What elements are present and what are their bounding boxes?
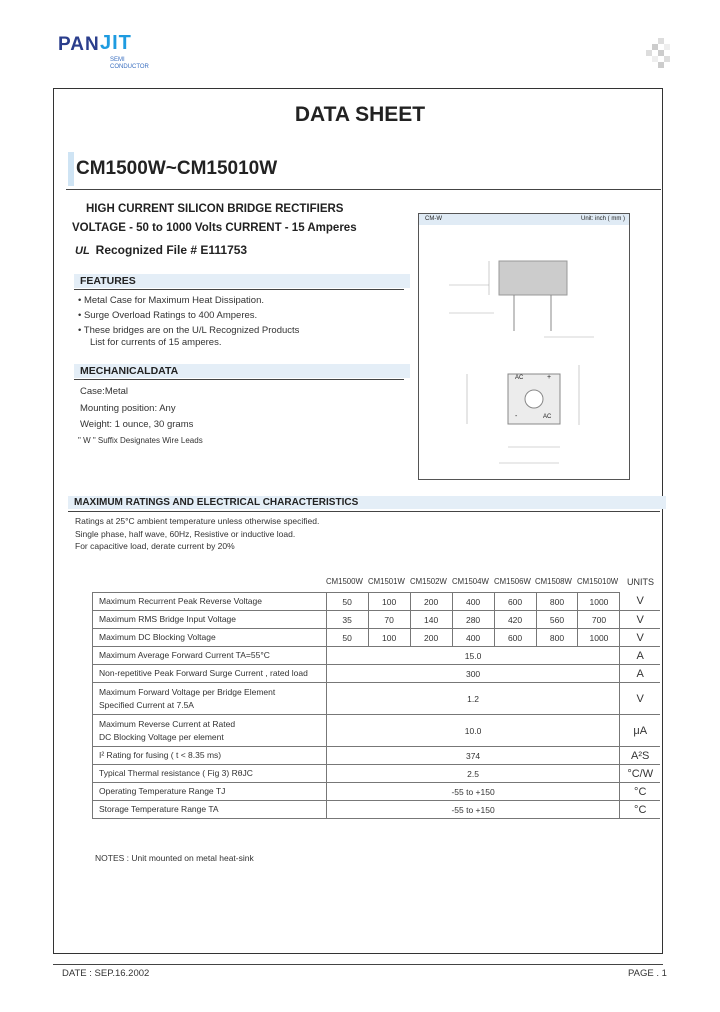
row-unit: V (620, 593, 660, 611)
logo-semi-text: SEMI (110, 57, 125, 63)
table-row (93, 647, 661, 665)
feature-item: • Surge Overload Ratings to 400 Amperes. (78, 310, 258, 321)
row-value: 200 (410, 593, 452, 611)
row-unit: A (620, 647, 660, 665)
footer-date: DATE : SEP.16.2002 (62, 968, 150, 979)
footer-divider (53, 964, 663, 965)
table-row (93, 801, 661, 819)
mechanical-item: Case:Metal (80, 386, 129, 397)
row-value: 140 (410, 611, 452, 629)
table-row (93, 765, 661, 783)
row-value: 600 (494, 593, 536, 611)
row-label: Storage Temperature Range TA (93, 801, 327, 819)
row-value: 600 (494, 629, 536, 647)
row-value: 1000 (578, 629, 620, 647)
feature-item: • Metal Case for Maximum Heat Dissipation. (78, 295, 264, 306)
row-label: Maximum Reverse Current at Rated DC Blocking Voltage per element (93, 715, 327, 747)
row-value: 400 (452, 629, 494, 647)
row-value: 2.5 (326, 765, 620, 783)
logo-pan-text: PAN (58, 34, 100, 55)
table-row (93, 747, 661, 765)
row-value: 70 (368, 611, 410, 629)
table-row (93, 683, 661, 715)
row-unit: °C/W (620, 765, 660, 783)
subtitle: HIGH CURRENT SILICON BRIDGE RECTIFIERS (86, 203, 344, 215)
ratings-note: For capacitive load, derate current by 20% (75, 541, 235, 551)
row-value: 50 (326, 593, 368, 611)
row-value: 15.0 (326, 647, 620, 665)
mechanical-list (80, 384, 193, 434)
row-value: 800 (536, 593, 578, 611)
table-row (93, 715, 661, 747)
row-value: 35 (326, 611, 368, 629)
row-label: Maximum Recurrent Peak Reverse Voltage (93, 593, 327, 611)
ratings-underline (68, 511, 660, 512)
row-value: 800 (536, 629, 578, 647)
row-value: 1000 (578, 593, 620, 611)
row-label: I² Rating for fusing ( t < 8.35 ms) (93, 747, 327, 765)
page-title: DATA SHEET (294, 103, 426, 126)
row-label: Maximum DC Blocking Voltage (93, 629, 327, 647)
col-header: CM1504W (452, 577, 489, 586)
ratings-notes (75, 515, 319, 553)
logo-semiconductor (110, 57, 149, 71)
divider (66, 189, 661, 190)
row-value: 374 (326, 747, 620, 765)
row-label: Maximum RMS Bridge Input Voltage (93, 611, 327, 629)
wire-leads-note: " W " Suffix Designates Wire Leads (78, 436, 203, 445)
row-value: 280 (452, 611, 494, 629)
features-heading: FEATURES (74, 274, 410, 288)
row-unit: A²S (620, 747, 660, 765)
diagram-header (419, 214, 629, 225)
features-underline (74, 289, 404, 290)
row-value: 420 (494, 611, 536, 629)
col-header: CM1506W (494, 577, 531, 586)
diagram-unit-label: Unit: inch ( mm ) (580, 216, 625, 222)
package-drawing (419, 225, 629, 479)
col-header: CM1508W (535, 577, 572, 586)
row-unit: V (620, 683, 660, 715)
diagram-package-label: CM-W (425, 216, 442, 222)
package-diagram (418, 213, 630, 480)
row-value: -55 to +150 (326, 801, 620, 819)
col-header: CM15010W (577, 577, 619, 586)
mechanical-item: Mounting position: Any (80, 402, 176, 414)
diagram-ac-label: AC (543, 414, 552, 420)
feature-item: List for currents of 15 amperes. (90, 337, 222, 348)
row-value: 700 (578, 611, 620, 629)
logo-jit-text: JIT (100, 32, 132, 54)
mechanical-underline (74, 379, 404, 380)
features-list (78, 293, 299, 350)
row-label: Operating Temperature Range TJ (93, 783, 327, 801)
diagram-plus-label: + (547, 374, 552, 381)
row-value: 300 (326, 665, 620, 683)
recognized-file-text: Recognized File # E111753 (95, 243, 248, 257)
checker-decoration-icon (640, 38, 670, 68)
part-number-accent (68, 152, 74, 186)
ul-recognized (75, 243, 247, 257)
table-row (93, 665, 661, 683)
row-unit: μA (620, 715, 660, 747)
mechanical-heading: MECHANICALDATA (74, 364, 410, 378)
ratings-note: Single phase, half wave, 60Hz, Resistive or inductive load. (75, 528, 296, 539)
row-unit: °C (620, 801, 660, 819)
col-header: CM1501W (368, 577, 405, 586)
col-header: CM1500W (326, 577, 363, 586)
row-label: Maximum Average Forward Current TA=55°C (93, 647, 327, 665)
ratings-table (92, 592, 660, 819)
ul-logo-icon: UL (75, 245, 90, 257)
row-unit: A (620, 665, 660, 683)
row-label: Typical Thermal resistance ( Fig 3) RθJC (93, 765, 327, 783)
row-value: 560 (536, 611, 578, 629)
part-number: CM1500W~CM15010W (76, 158, 278, 179)
ratings-note: Ratings at 25°C ambient temperature unless otherwise specified. (75, 516, 320, 526)
voltage-current-line: VOLTAGE - 50 to 1000 Volts CURRENT - 15 Amperes (72, 222, 357, 234)
row-unit: V (620, 611, 660, 629)
row-value: 100 (368, 629, 410, 647)
ratings-heading: MAXIMUM RATINGS AND ELECTRICAL CHARACTERISTICS (68, 496, 666, 509)
table-row (93, 629, 661, 647)
col-header: CM1502W (410, 577, 447, 586)
table-row (93, 611, 661, 629)
row-value: 50 (326, 629, 368, 647)
row-value: 400 (452, 593, 494, 611)
row-unit: V (620, 629, 660, 647)
row-unit: °C (620, 783, 660, 801)
feature-item: • These bridges are on the U/L Recognized Products (78, 325, 300, 336)
diagram-minus-label: - (515, 413, 518, 420)
diagram-ac-label: AC (515, 375, 524, 381)
row-value: 200 (410, 629, 452, 647)
table-row (93, 783, 661, 801)
row-value: -55 to +150 (326, 783, 620, 801)
notes-line: NOTES : Unit mounted on metal heat-sink (95, 853, 254, 863)
row-label: Non-repetitive Peak Forward Surge Current , rated load (93, 665, 327, 683)
row-label: Maximum Forward Voltage per Bridge Element Specified Current at 7.5A (93, 683, 327, 715)
logo-conductor-text: CONDUCTOR (110, 64, 149, 70)
row-value: 10.0 (326, 715, 620, 747)
row-value: 100 (368, 593, 410, 611)
units-header: UNITS (627, 577, 654, 587)
row-value: 1.2 (326, 683, 620, 715)
footer-page: PAGE . 1 (628, 968, 667, 979)
table-row (93, 593, 661, 611)
mechanical-item: Weight: 1 ounce, 30 grams (80, 419, 194, 430)
